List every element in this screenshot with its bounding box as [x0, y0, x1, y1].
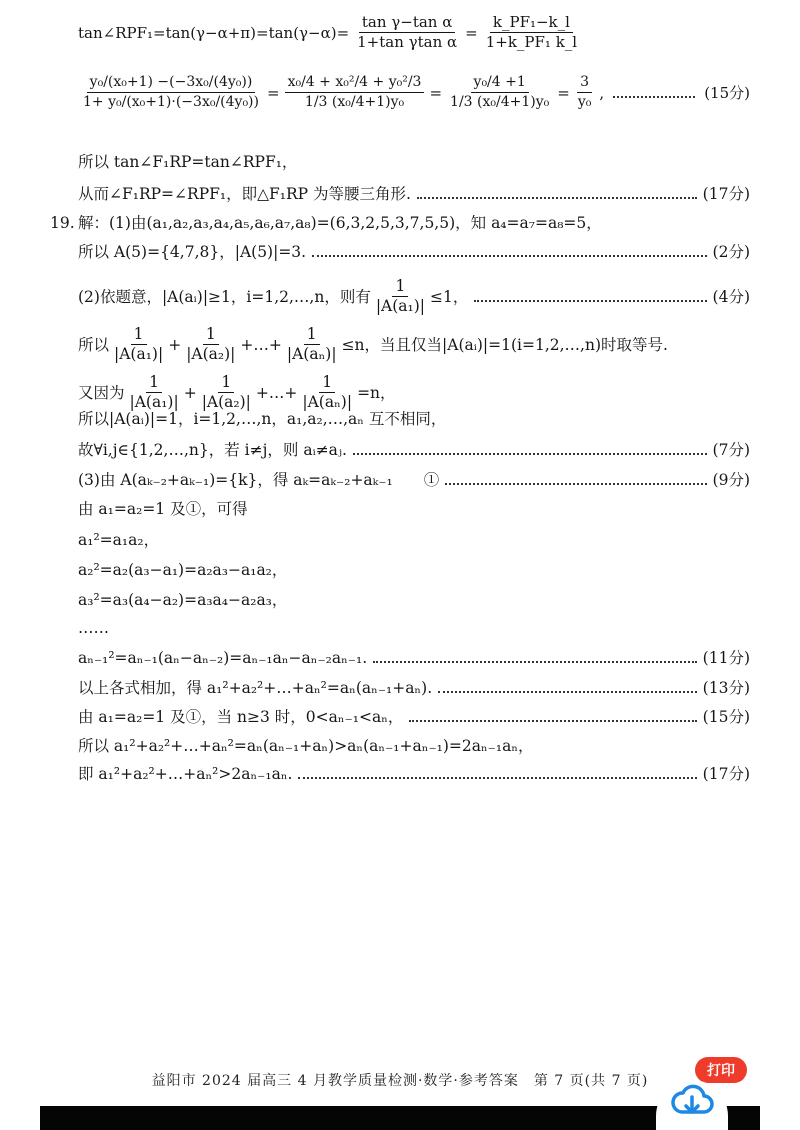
score-label: (15分)	[704, 84, 750, 102]
score-label: (17分)	[702, 185, 750, 203]
score-label: (17分)	[702, 765, 750, 783]
text-line: 所以 A(5)={4,7,8}，|A(5)|=3. (2分)	[78, 243, 750, 261]
text-line: 又因为 $\frac{1}{\text{|A(a₁)|}}$ + $\frac{1}{\text{|A(a₂)|}}$ +…+ $\frac{1}{\text{|A(aₙ)|}}$ =n，	[78, 373, 396, 411]
text-line: ……	[78, 619, 109, 637]
text-line: 以上各式相加，得 a₁²+a₂²+…+aₙ²=aₙ(aₙ₋₁+aₙ). (13分)	[78, 679, 750, 697]
text-line: 从而∠F₁RP=∠RPF₁，即△F₁RP 为等腰三角形. (17分)	[78, 185, 750, 203]
cloud-download-icon	[670, 1084, 714, 1120]
score-label: (13分)	[702, 679, 750, 697]
score-label: (4分)	[712, 287, 750, 306]
score-label: (2分)	[712, 243, 750, 261]
text-line: 所以 $\frac{1}{\text{|A(a₁)|}}$ + $\frac{1}{\text{|A(a₂)|}}$ +…+ $\frac{1}{\text{|A(aₙ)|}}$ ≤n，当且仅当|A(aᵢ)|=1(i=1,2,…,n)时取等号.	[78, 325, 668, 363]
score-label: (9分)	[712, 471, 750, 489]
text-line: aₙ₋₁²=aₙ₋₁(aₙ−aₙ₋₂)=aₙ₋₁aₙ−aₙ₋₂aₙ₋₁. (11分)	[78, 649, 750, 667]
fraction-tan: $\frac{\text{tan γ−tan α}}{\text{1+tan γtan α}}$	[357, 13, 458, 51]
text-line: 由 a₁=a₂=1 及①，当 n≥3 时，0<aₙ₋₁<aₙ， (15分)	[78, 708, 750, 726]
text-line: 所以|A(aᵢ)|=1，i=1,2,…,n，a₁,a₂,…,aₙ 互不相同，	[78, 410, 447, 428]
text-line: 所以 tan∠F₁RP=tan∠RPF₁，	[78, 153, 298, 171]
text-line: 由 a₁=a₂=1 及①，可得	[78, 500, 248, 518]
text-line: a₂²=a₂(a₃−a₁)=a₂a₃−a₁a₂，	[78, 561, 288, 579]
page-footer: 益阳市 2024 届高三 4 月教学质量检测·数学·参考答案 第 7 页(共 7 页)	[151, 1073, 649, 1089]
text-line: (2)依题意，|A(aᵢ)|≥1，i=1,2,…,n，则有 $\frac{1}{\text{|A(a₁)|}}$ ≤1， (4分)	[78, 277, 750, 315]
score-label: (15分)	[702, 708, 750, 726]
fraction-slope: $\frac{\text{k\_PF₁−k\_l}}{\text{1+k\_PF₁ k\_l}}$	[485, 13, 578, 51]
text-line: (3)由 A(aₖ₋₂+aₖ₋₁)={k}，得 aₖ=aₖ₋₂+aₖ₋₁ ① (9分)	[78, 471, 750, 489]
bottom-bar	[40, 1106, 760, 1130]
text-line: 所以 a₁²+a₂²+…+aₙ²=aₙ(aₙ₋₁+aₙ)>aₙ(aₙ₋₁+aₙ₋₁)=2aₙ₋₁aₙ，	[78, 737, 534, 755]
text-line: 故∀i,j∈{1,2,…,n}，若 i≠j，则 aᵢ≠aⱼ. (7分)	[78, 441, 750, 459]
formula-compound: $\frac{\text{y₀/(x₀+1) −(−3x₀/(4y₀))}}{\text{1+ y₀/(x₀+1)·(−3x₀/(4y₀))}}$ = $\frac{\text{x₀/4 + x₀²/4 + y₀²/3}}{\text{1/3 (x₀/4+1)y₀}}$ = $\frac{\text{y₀/4 +1}}{\text{1/3 (x₀/4+1)y₀}}$ = $\frac{3}{\text{y₀}}$ , (15分)	[83, 74, 750, 110]
text-line: a₃²=a₃(a₄−a₂)=a₃a₄−a₂a₃，	[78, 591, 288, 609]
question-number: 19.	[50, 214, 75, 232]
print-button[interactable]: 打印	[695, 1057, 747, 1083]
text-line: 即 a₁²+a₂²+…+aₙ²>2aₙ₋₁aₙ. (17分)	[78, 765, 750, 783]
text-line: 解：(1)由(a₁,a₂,a₃,a₄,a₅,a₆,a₇,a₈)=(6,3,2,5,3,7,5,5)，知 a₄=a₇=a₈=5，	[78, 214, 602, 232]
formula-tan-rpf1: tan∠RPF₁=tan(γ−α+π)=tan(γ−α)= $\frac{\text{tan γ−tan α}}{\text{1+tan γtan α}}$ = $\frac{\text{k\_PF₁−k\_l}}{\text{1+k\_PF₁ k\_l}}$	[78, 14, 582, 51]
text-line: a₁²=a₁a₂，	[78, 531, 160, 549]
score-label: (11分)	[702, 649, 750, 667]
score-label: (7分)	[712, 441, 750, 459]
